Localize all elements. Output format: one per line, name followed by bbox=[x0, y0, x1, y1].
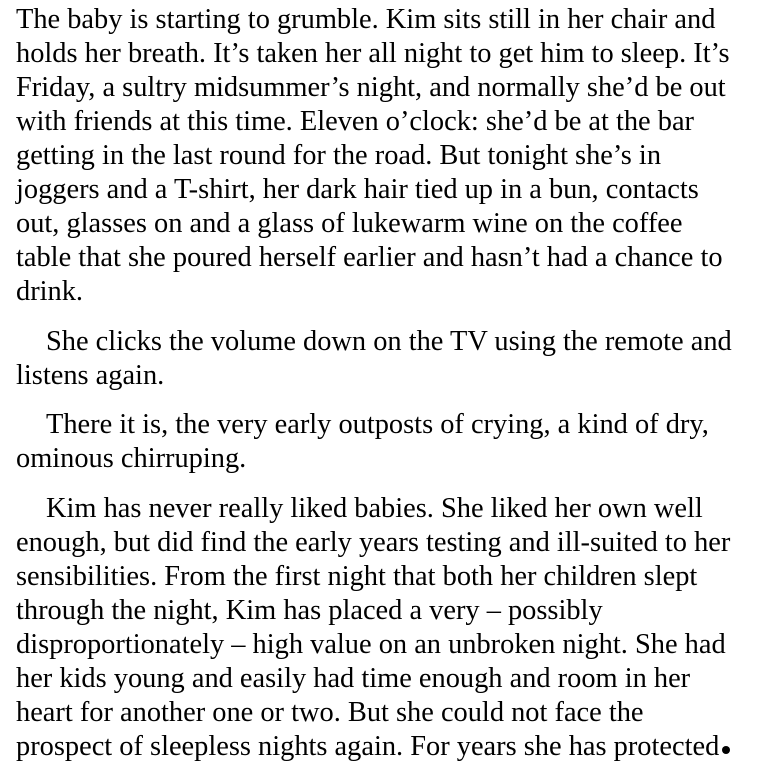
text-line: joggers and a T-shirt, her dark hair tied up in a bun, contacts bbox=[16, 174, 699, 205]
text-line: her kids young and easily had time enough and room in her bbox=[16, 662, 691, 694]
paragraph-2 bbox=[16, 325, 775, 393]
paragraph-3 bbox=[16, 408, 775, 476]
document-page bbox=[16, 3, 775, 779]
text-line: getting in the last round for the road. But tonight she’s in bbox=[16, 140, 662, 171]
text-line: out, glasses on and a glass of lukewarm wine on the coffee bbox=[16, 208, 683, 239]
text-line: disproportionately – high value on an unbroken night. She had bbox=[16, 628, 726, 660]
text-line: heart for another one or two. But she could not face the bbox=[16, 696, 644, 728]
text-line: sensibilities. From the first night that both her children slept bbox=[16, 560, 698, 592]
paragraph-1 bbox=[16, 3, 775, 309]
text-line: ominous chirruping. bbox=[16, 443, 247, 474]
text-line: with friends at this time. Eleven o’clock: she’d be at the bar bbox=[16, 106, 695, 137]
text-line: There it is, the very early outposts of crying, a kind of dry, bbox=[46, 409, 709, 440]
text-line: drink. bbox=[16, 276, 84, 307]
text-line-last bbox=[16, 730, 775, 764]
text-line: through the night, Kim has placed a very – possibly bbox=[16, 594, 603, 626]
text-line: She clicks the volume down on the TV using the remote and bbox=[46, 325, 732, 357]
paragraph-4 bbox=[16, 492, 775, 764]
text-line: table that she poured herself earlier and hasn’t had a chance to bbox=[16, 242, 723, 273]
text-line: The baby is starting to grumble. Kim sits still in her chair and bbox=[16, 4, 716, 35]
text-line: holds her breath. It’s taken her all night to get him to sleep. It’s bbox=[16, 38, 730, 69]
text-line: listens again. bbox=[16, 359, 165, 391]
bullet-dot-icon bbox=[722, 746, 730, 754]
text-line: enough, but did find the early years testing and ill-suited to her bbox=[16, 526, 731, 558]
text-line: Friday, a sultry midsummer’s night, and normally she’d be out bbox=[16, 72, 726, 103]
text-line-content: prospect of sleepless nights again. For years she has protected bbox=[16, 730, 720, 762]
text-line: Kim has never really liked babies. She liked her own well bbox=[46, 492, 703, 524]
